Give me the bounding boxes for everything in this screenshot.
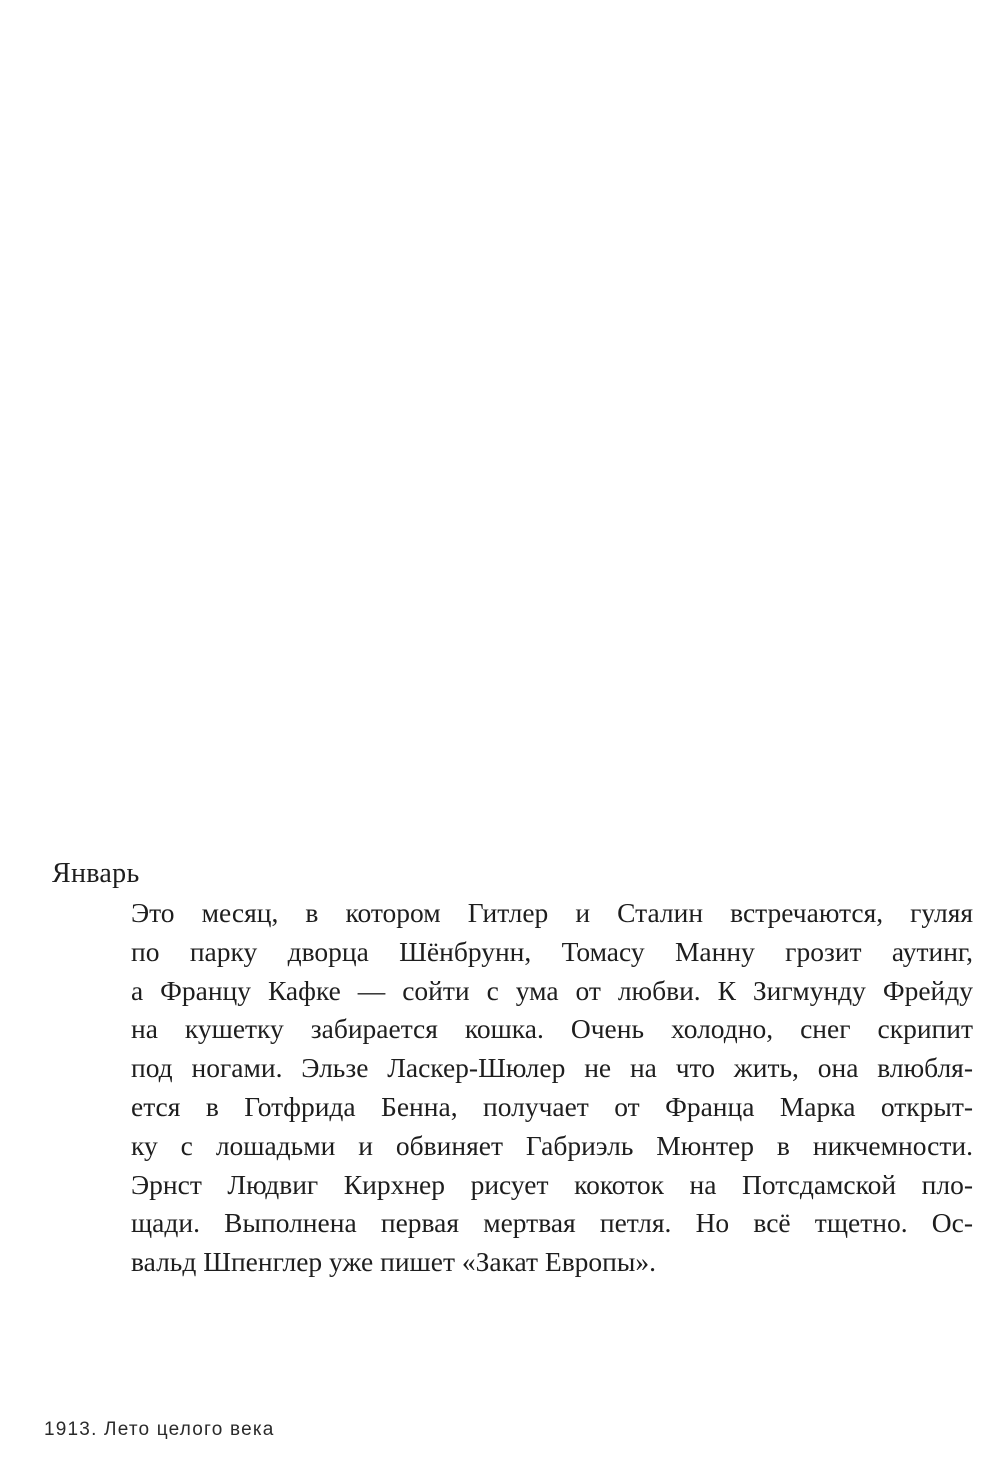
paragraph-line: Эрнст Людвиг Кирхнер рисует кокоток на Потсдамской пло- [131,1168,973,1200]
chapter-paragraph [131,894,973,1282]
paragraph-line: вальд Шпенглер уже пишет «Закат Европы». [131,1246,656,1278]
running-footer: 1913. Лето целого века [44,1419,275,1440]
paragraph-line: под ногами. Эльзе Ласкер-Шюлер не на что жить, она влюбля- [131,1052,973,1084]
paragraph-line: на кушетку забирается кошка. Очень холодно, снег скрипит [131,1013,973,1045]
paragraph-line: щади. Выполнена первая мертвая петля. Но всё тщетно. Ос- [131,1207,973,1239]
paragraph-line: по парку дворца Шёнбрунн, Томасу Манну грозит аутинг, [131,935,973,967]
paragraph-line: ется в Готфрида Бенна, получает от Франца Марка открыт- [131,1090,973,1122]
paragraph-line: Это месяц, в котором Гитлер и Сталин встречаются, гуляя [131,897,973,928]
paragraph-line: а Францу Кафке — сойти с ума от любви. К Зигмунду Фрейду [131,974,973,1006]
chapter-title: Январь [52,858,140,889]
paragraph-line: ку с лошадьми и обвиняет Габриэль Мюнтер в никчемности. [131,1129,973,1161]
